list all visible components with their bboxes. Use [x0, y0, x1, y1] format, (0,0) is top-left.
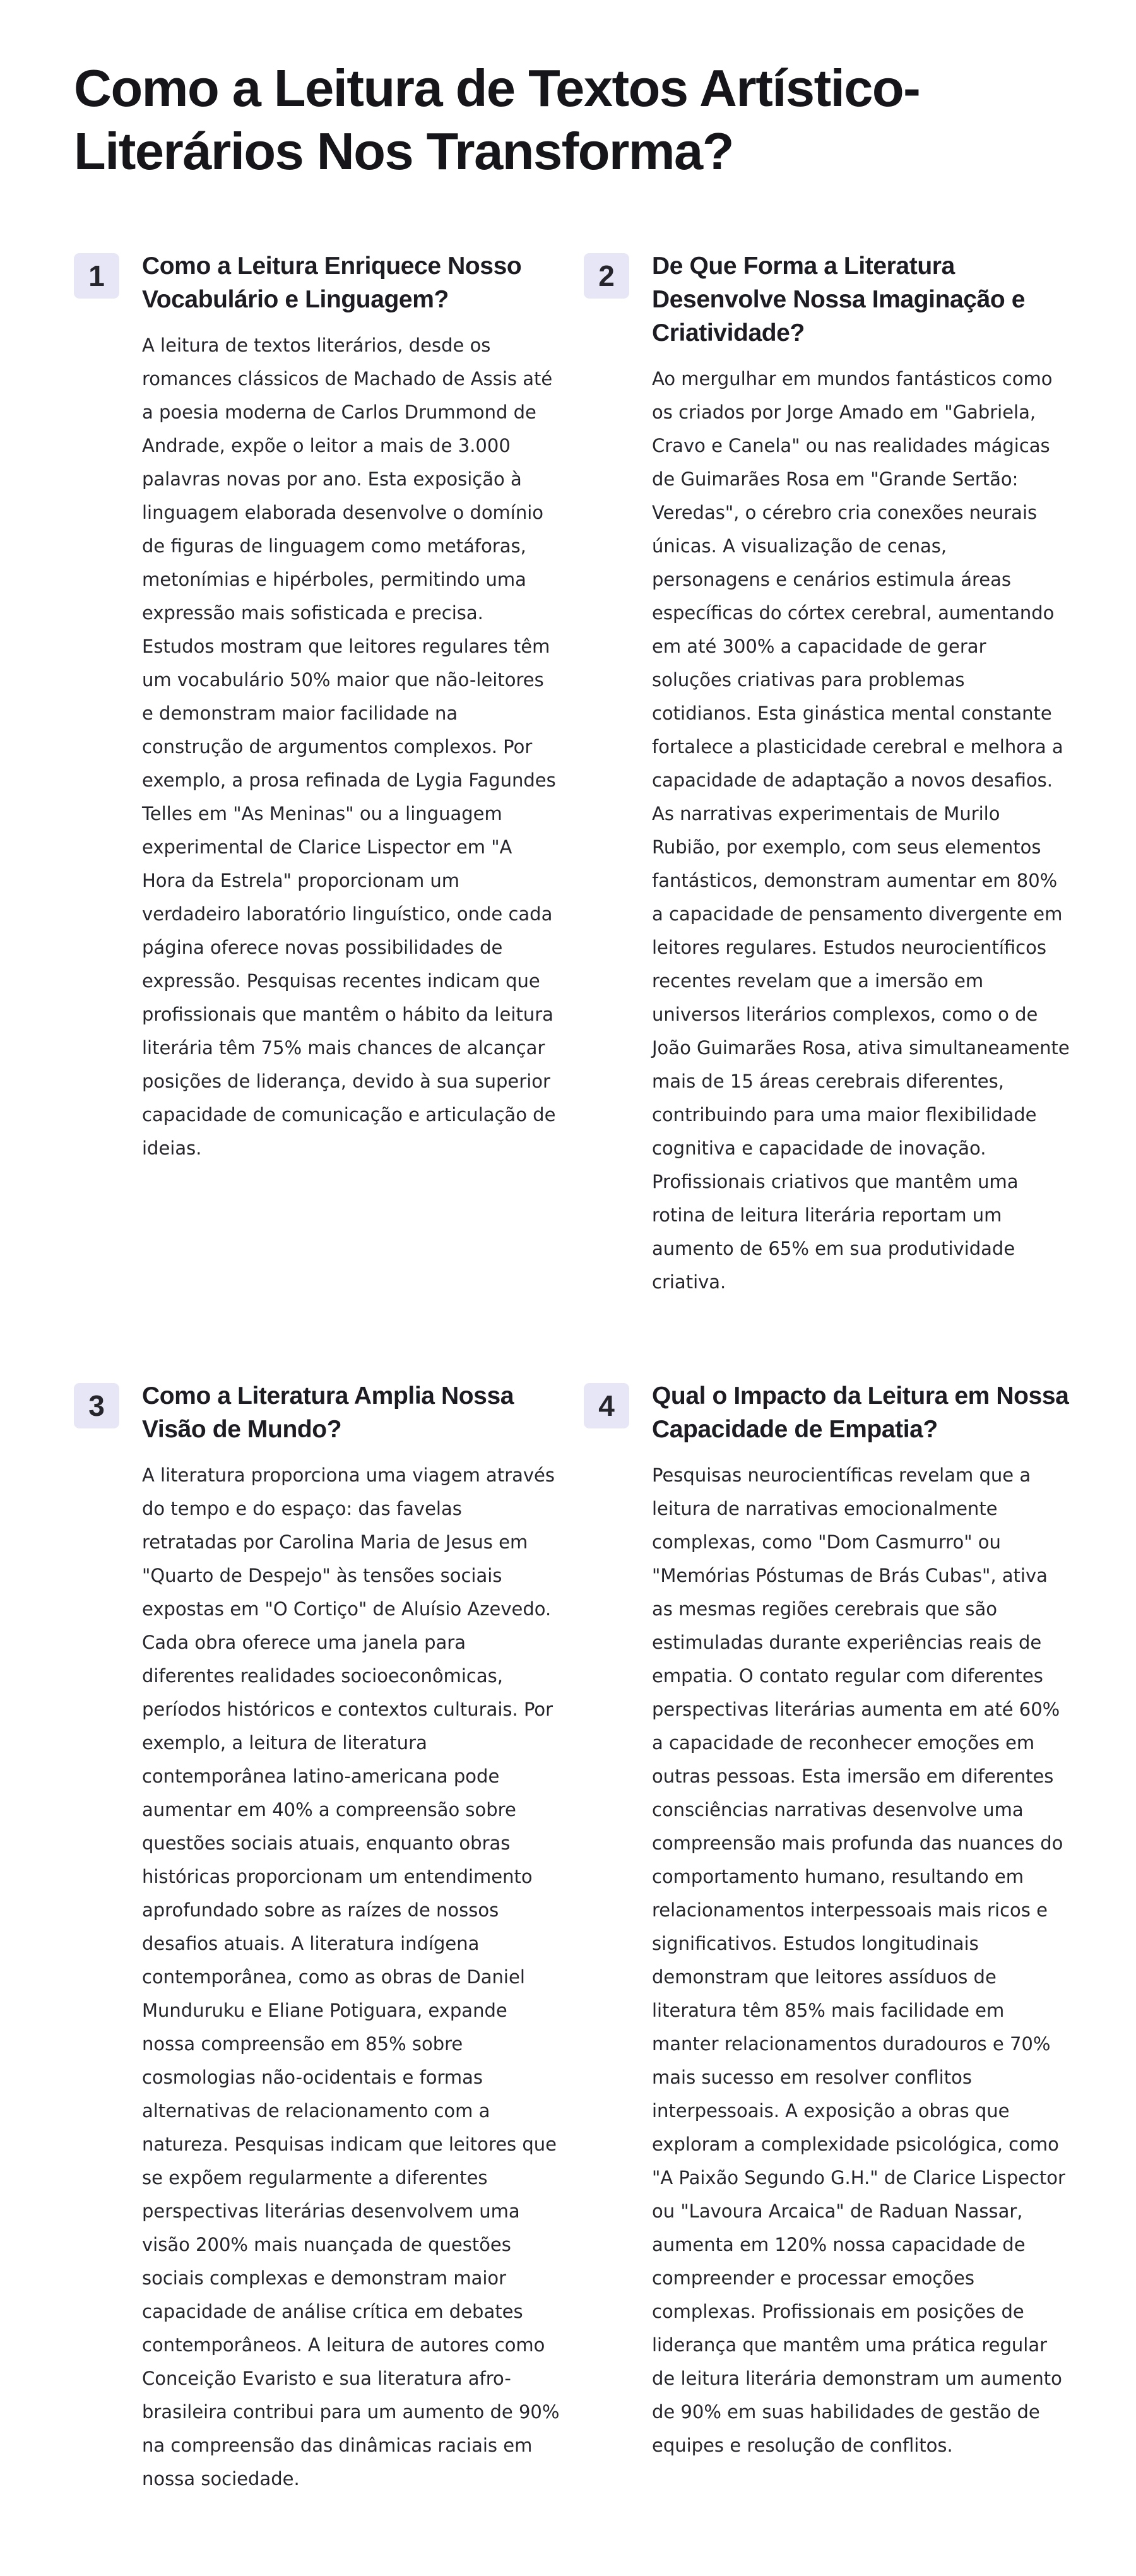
section-text: Pesquisas neurocientíficas revelam que a leitura de narrativas emocionalmente complexas, como "Dom Casmurro" ou "Memórias Póstumas de Brás Cubas", ativa as mesmas regiões cerebrais que são estimuladas durante experiências reais de empatia. O contato regular com diferentes perspectivas literárias aumenta em até 60% a capacidade de reconhecer emoções em outras pessoas. Esta imersão em diferentes consciências narrativas desenvolve uma compreensão mais profunda das nuances do comportamento humano, resultando em relacionamentos interpessoais mais ricos e significativos. Estudos longitudinais demonstram que leitores assíduos de literatura têm 85% mais facilidade em manter relacionamentos duradouros e 70% mais sucesso em resolver conflitos interpessoais. A exposição a obras que exploram a complexidade psicológica, como "A Paixão Segundo G.H." de Clarice Lispector ou "Lavoura Arcaica" de Raduan Nassar, aumenta em 120% nossa capacidade de compreender e processar emoções complexas. Profissionais em posições de liderança que mantêm uma prática regular de leitura literária demonstram um aumento de 90% em suas habilidades de gestão de equipes e resolução de conflitos.	[652, 1464, 1065, 2457]
section-number-badge: 4	[584, 1383, 629, 1428]
section-number-badge: 1	[74, 253, 119, 299]
section-title: Qual o Impacto da Leitura em Nossa Capacidade de Empatia?	[652, 1382, 1069, 1444]
section-body	[652, 1379, 1070, 2462]
section-body	[652, 249, 1070, 1299]
section-card-3	[74, 1379, 560, 2496]
section-card-2	[584, 249, 1070, 1299]
section-text: Ao mergulhar em mundos fantásticos como os criados por Jorge Amado em "Gabriela, Cravo e Canela" ou nas realidades mágicas de Guimarães Rosa em "Grande Sertão: Veredas", o cérebro cria conexões neurais únicas. A visualização de cenas, personagens e cenários estimula áreas específicas do córtex cerebral, aumentando em até 300% a capacidade de gerar soluções criativas para problemas cotidianos. Esta ginástica mental constante fortalece a plasticidade cerebral e melhora a capacidade de adaptação a novos desafios. As narrativas experimentais de Murilo Rubião, por exemplo, com seus elementos fantásticos, demonstram aumentar em 80% a capacidade de pensamento divergente em leitores regulares. Estudos neurocientíficos recentes revelam que a imersão em universos literários complexos, como o de João Guimarães Rosa, ativa simultaneamente mais de 15 áreas cerebrais diferentes, contribuindo para uma maior flexibilidade cognitiva e capacidade de inovação. Profissionais criativos que mantêm uma rotina de leitura literária reportam um aumento de 65% em sua produtividade criativa.	[652, 368, 1070, 1293]
page-title: Como a Leitura de Textos Artístico-Literários Nos Transforma?	[74, 59, 920, 181]
section-number-badge: 3	[74, 1383, 119, 1428]
section-card-1	[74, 249, 560, 1165]
section-text: A literatura proporciona uma viagem através do tempo e do espaço: das favelas retratadas por Carolina Maria de Jesus em "Quarto de Despejo" às tensões sociais expostas em "O Cortiço" de Aluísio Azevedo. Cada obra oferece uma janela para diferentes realidades socioeconômicas, períodos históricos e contextos culturais. Por exemplo, a leitura de literatura contemporânea latino-americana pode aumentar em 40% a compreensão sobre questões sociais atuais, enquanto obras históricas proporcionam um entendimento aprofundado sobre as raízes de nossos desafios atuais. A literatura indígena contemporânea, como as obras de Daniel Munduruku e Eliane Potiguara, expande nossa compreensão em 85% sobre cosmologias não-ocidentais e formas alternativas de relacionamento com a natureza. Pesquisas indicam que leitores que se expõem regularmente a diferentes perspectivas literárias desenvolvem uma visão 200% mais nuançada de questões sociais complexas e demonstram maior capacidade de análise crítica em debates contemporâneos. A leitura de autores como Conceição Evaristo e sua literatura afro-brasileira contribui para um aumento de 90% na compreensão das dinâmicas raciais em nossa sociedade.	[142, 1464, 560, 2490]
section-title: Como a Literatura Amplia Nossa Visão de Mundo?	[142, 1382, 514, 1444]
section-title: De Que Forma a Literatura Desenvolve Nossa Imaginação e Criatividade?	[652, 252, 1026, 347]
section-body	[142, 249, 560, 1165]
section-card-4	[584, 1379, 1070, 2462]
section-body	[142, 1379, 560, 2496]
section-text: A leitura de textos literários, desde os romances clássicos de Machado de Assis até a poesia moderna de Carlos Drummond de Andrade, expõe o leitor a mais de 3.000 palavras novas por ano. Esta exposição à linguagem elaborada desenvolve o domínio de figuras de linguagem como metáforas, metonímias e hipérboles, permitindo uma expressão mais sofisticada e precisa. Estudos mostram que leitores regulares têm um vocabulário 50% maior que não-leitores e demonstram maior facilidade na construção de argumentos complexos. Por exemplo, a prosa refinada de Lygia Fagundes Telles em "As Meninas" ou a linguagem experimental de Clarice Lispector em "A Hora da Estrela" proporcionam um verdadeiro laboratório linguístico, onde cada página oferece novas possibilidades de expressão. Pesquisas recentes indicam que profissionais que mantêm o hábito da leitura literária têm 75% mais chances de alcançar posições de liderança, devido à sua superior capacidade de comunicação e articulação de ideias.	[142, 335, 556, 1160]
section-number-badge: 2	[584, 253, 629, 299]
section-title: Como a Leitura Enriquece Nosso Vocabulário e Linguagem?	[142, 252, 522, 314]
